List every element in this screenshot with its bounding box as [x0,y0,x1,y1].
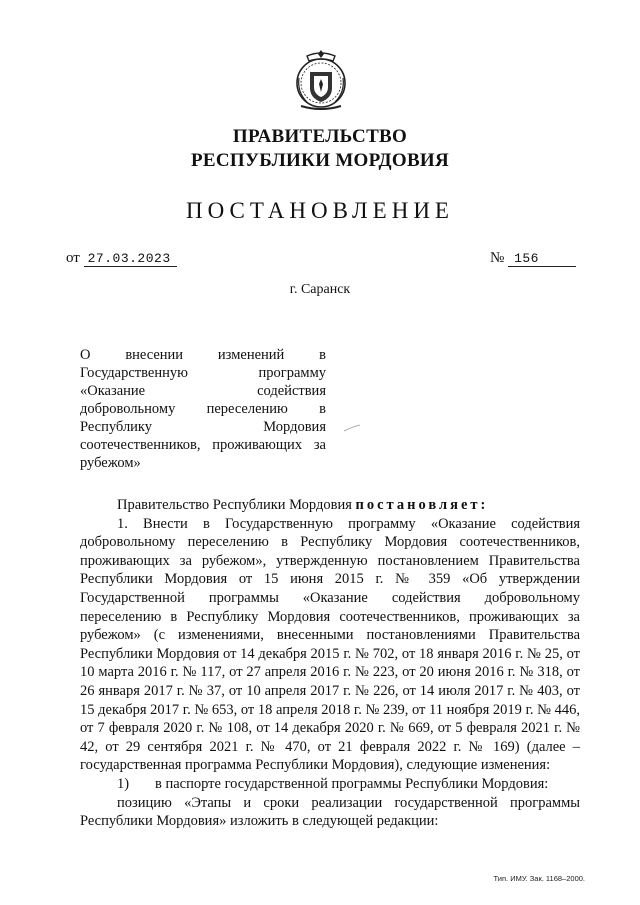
document-body [80,496,580,831]
number-row [490,250,576,267]
pencil-mark-icon [342,420,362,430]
subject-line: рубежом» [80,455,141,471]
government-title-line2: РЕСПУБЛИКИ МОРДОВИЯ [190,150,450,171]
government-title-line1: ПРАВИТЕЛЬСТВО [232,126,408,147]
number-value: 156 [508,251,576,267]
item-1 [80,775,580,794]
subject-line: соотечественников, проживающих за [80,437,326,453]
date-row [66,250,177,267]
document-type: ПОСТАНОВЛЕНИЕ [186,198,454,223]
coat-of-arms-icon [293,48,349,110]
subject-line: Государственную программу [80,365,326,381]
number-prefix: № [490,250,505,266]
subject-line: О внесении изменений в [80,347,326,363]
item-1-text: в паспорте государственной программы Республики Мордовия: [155,775,549,792]
subject-line: Республику Мордовия [80,419,326,435]
resolves-keyword: постановляет: [355,497,489,513]
intro-text: Правительство Республики Мордовия [117,497,352,513]
print-mark: Тип. ИМУ. Зак. 1168–2000. [493,874,585,883]
subject-block [80,346,326,472]
subject-line: добровольному переселению в [80,401,326,417]
paragraph-1: 1. Внести в Государственную программу «Оказание содействия добровольному переселению в Республику Мордовия соотечественников, проживающих за рубежом», утвержденную постановлением Правительства Республики Мордовия от 15 июня 2015 г. № 359 «Об утверждении Государственной программы «Оказание содействия добровольному переселению в Республику Мордовия соотечественников, проживающих за рубежом» (с изменениями, внесенными постановлениями Правительства Республики Мордовия от 14 декабря 2015 г. № 702, от 18 января 2016 г. № 25, от 10 марта 2016 г. № 117, от 27 апреля 2016 г. № 223, от 20 июня 2016 г. № 318, от 26 января 2017 г. № 37, от 10 апреля 2017 г. № 226, от 14 июля 2017 г. № 403, от 15 декабря 2017 г. № 653, от 18 апреля 2018 г. № 239, от 11 ноября 2019 г. № 446, от 7 февраля 2020 г. № 108, от 14 декабря 2020 г. № 669, от 5 февраля 2021 г. № 42, от 29 сентября 2021 г. № 470, от 21 февраля 2022 г. № 169) (далее – государственная программа Республики Мордовия), следующие изменения: [80,515,580,774]
item-1-number: 1) [117,775,130,792]
date-prefix: от [66,250,80,266]
intro-paragraph [80,496,580,515]
city: г. Саранск [289,282,351,297]
subject-line: «Оказание содействия [80,383,326,399]
paragraph-2: позицию «Этапы и сроки реализации государственной программы Республики Мордовия» изложить в следующей редакции: [80,794,580,830]
date-value: 27.03.2023 [84,251,177,267]
